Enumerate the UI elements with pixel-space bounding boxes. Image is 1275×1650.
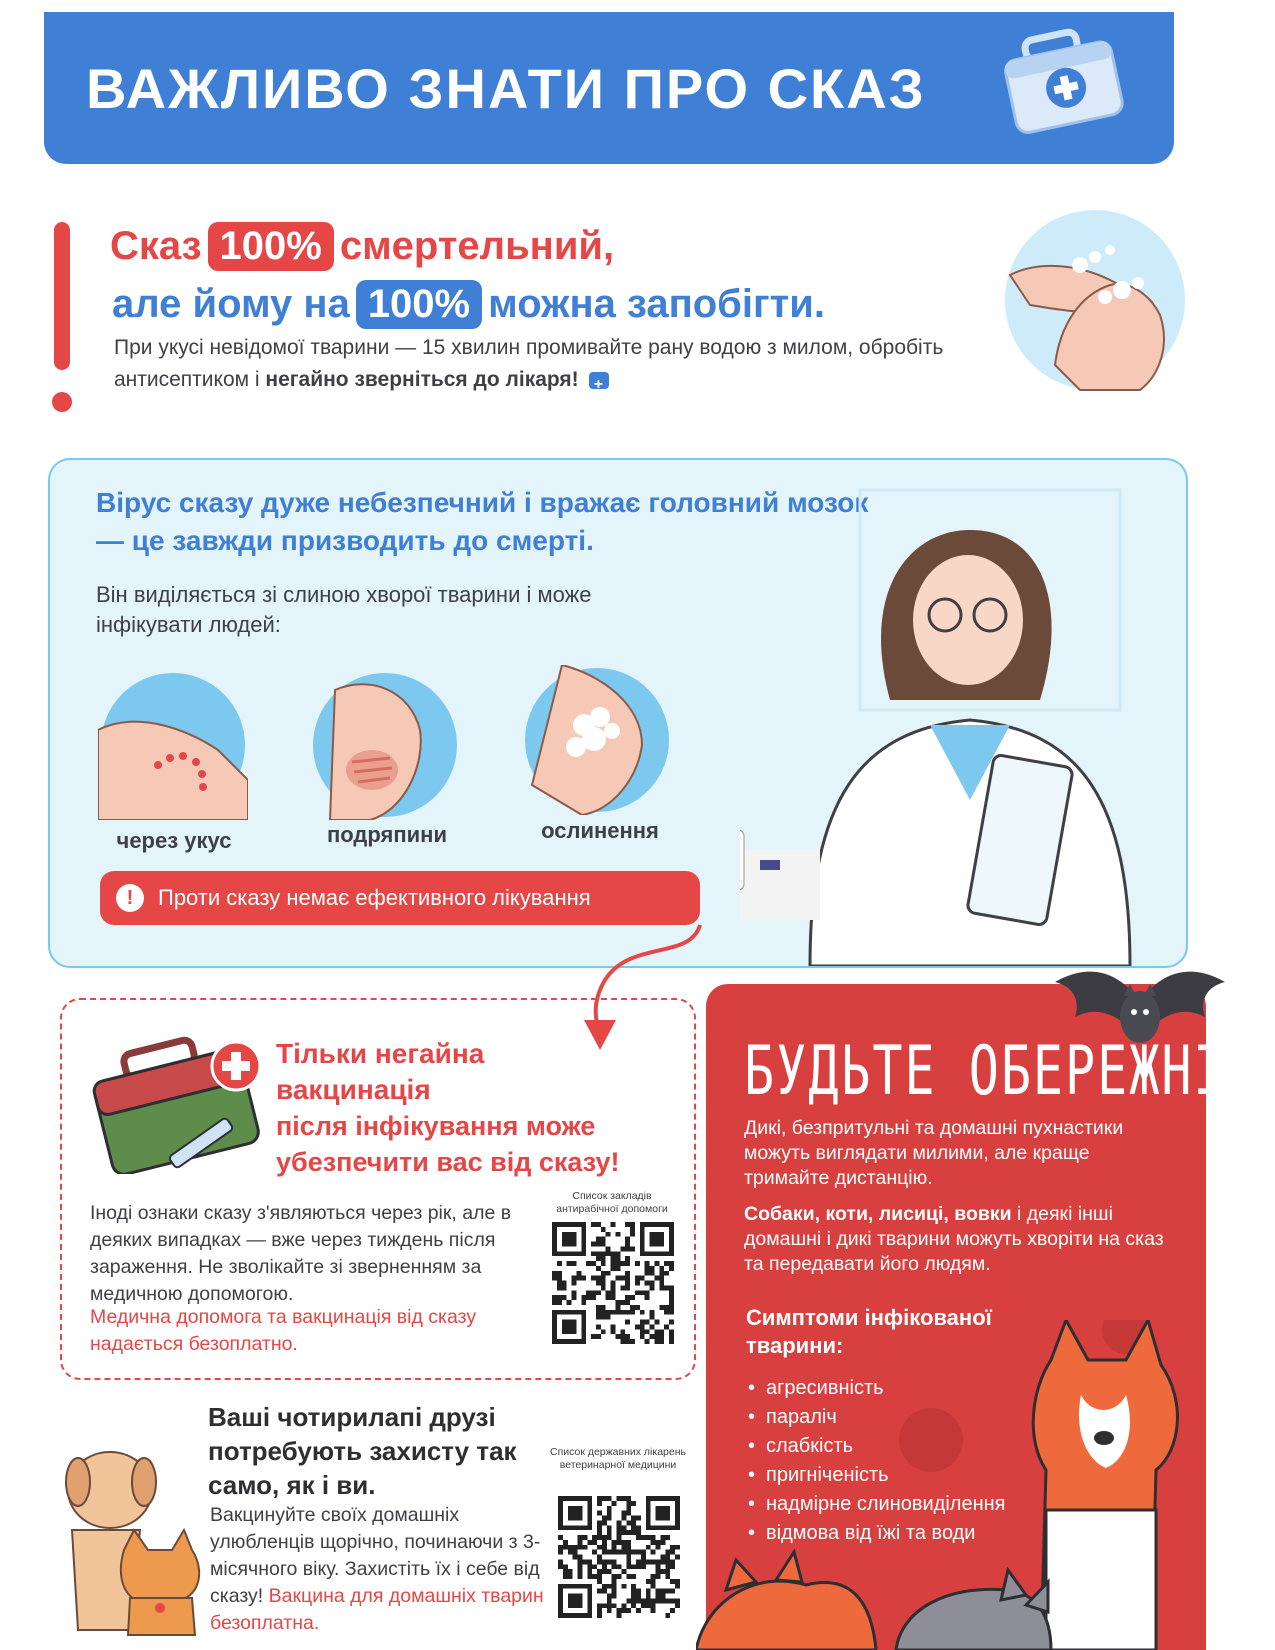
careful-animals-list: Собаки, коти, лисиці, вовки	[744, 1203, 1012, 1225]
qr-code-antirabies[interactable]	[552, 1222, 674, 1344]
careful-paragraph-1: Дикі, безпритульні та домашні пухнастики можуть виглядати милими, але краще тримайте дистанцію.	[744, 1117, 1124, 1189]
symptoms-title: Симптоми інфікованої тварини:	[746, 1305, 992, 1358]
intro-paragraph	[114, 332, 944, 396]
medical-bag-syringe-icon	[86, 1036, 266, 1174]
way-label-scratch: подряпини	[326, 822, 447, 847]
symptom-item: • параліч	[748, 1403, 1068, 1432]
no-treatment-warning	[100, 871, 700, 925]
vaccination-title-line: після інфікування може	[276, 1111, 596, 1141]
qr-caption-vet-hospitals: Список державних лікарень ветеринарної медицини	[549, 1446, 686, 1471]
symptom-item: • агресивність	[748, 1374, 1068, 1403]
way-label-bite: через укус	[116, 828, 232, 853]
vaccination-title	[276, 1036, 686, 1180]
symptom-item: • надмірне слиновиділення	[748, 1490, 1068, 1519]
headline-text: але йому на	[112, 282, 350, 326]
vaccination-title-line: вакцинація	[276, 1074, 431, 1105]
free-care-note: Медична допомога та вакцинація від сказу надається безоплатно.	[90, 1306, 477, 1355]
symptom-item: • пригніченість	[748, 1461, 1068, 1490]
virus-title: Вірус сказу дуже небезпечний і вражає головний мозок — це завжди призводить до смерті.	[96, 487, 869, 556]
symptom-item: • слабкість	[748, 1432, 1068, 1461]
qr-caption-antirabies: Список закладів антирабічної допомоги	[556, 1190, 668, 1215]
vaccination-text: Іноді ознаки сказу з'являються через рік, але в деяких випадках — вже через тиждень після зараження. Не зволікайте зі зверненням за медичною допомогою.	[90, 1202, 512, 1305]
way-label-saliva: ослинення	[541, 818, 659, 843]
vaccination-title-line: Тільки негайна	[276, 1038, 485, 1069]
warning-text: Проти сказу немає ефективного лікування	[158, 885, 591, 910]
first-aid-kit-icon	[994, 18, 1134, 136]
headline-text: Сказ	[110, 224, 202, 268]
dog-and-cat-illustration	[60, 1420, 210, 1640]
pets-free-vaccine-note: Вакцина для домашніх тварин безоплатна.	[210, 1585, 544, 1634]
header-banner	[44, 12, 1174, 164]
pets-title: Ваші чотирилапі друзі потребують захисту так само, як і ви.	[208, 1402, 517, 1500]
hand-washing-illustration	[1000, 205, 1190, 395]
headline-deadly	[110, 222, 614, 271]
page-title: ВАЖЛИВО ЗНАТИ ПРО СКАЗ	[86, 57, 926, 120]
careful-paragraph-2-rest: і деякі інші домашні і дикі тварини можуть хворіти на сказ та передавати його людям.	[744, 1203, 1164, 1275]
headline-preventable	[112, 280, 825, 329]
vaccination-title-line: убезпечити вас від сказу!	[276, 1147, 620, 1177]
saliva-illustration	[522, 665, 672, 815]
doctor-illustration	[740, 470, 1160, 966]
intro-emphasis: негайно зверніться до лікаря!	[265, 368, 579, 391]
symptoms-list	[748, 1374, 1068, 1548]
be-careful-title: БУДЬТЕ ОБЕРЕЖНІ!	[744, 1032, 1258, 1111]
pets-text	[210, 1502, 550, 1637]
scratch-illustration	[310, 670, 460, 820]
headline-text: смертельний,	[339, 224, 615, 268]
exclamation-dot	[52, 392, 72, 412]
symptom-item: • відмова від їжі та води	[748, 1519, 1068, 1548]
exclamation-mark-icon	[54, 222, 70, 370]
warning-icon: !	[116, 884, 144, 912]
intro-text: При укусі невідомої тварини — 15 хвилин промивайте рану водою з милом, обробіть антисептиком і	[114, 336, 944, 391]
qr-code-vet-hospitals[interactable]	[558, 1496, 680, 1618]
pets-text-body: Вакцинуйте своїх домашніх улюбленців щорічно, починаючи з 3-місячного віку. Захистіть їх і себе від сказу!	[210, 1504, 541, 1607]
headline-text: можна запобігти.	[488, 282, 825, 326]
virus-subtitle: Він виділяється зі слиною хворої тварини і може інфікувати людей:	[96, 582, 592, 637]
percent-badge-red: 100%	[208, 222, 334, 271]
bite-illustration	[98, 670, 248, 820]
percent-badge-blue: 100%	[356, 280, 482, 329]
medical-kit-icon	[589, 372, 609, 389]
careful-paragraph-2	[744, 1202, 1164, 1277]
